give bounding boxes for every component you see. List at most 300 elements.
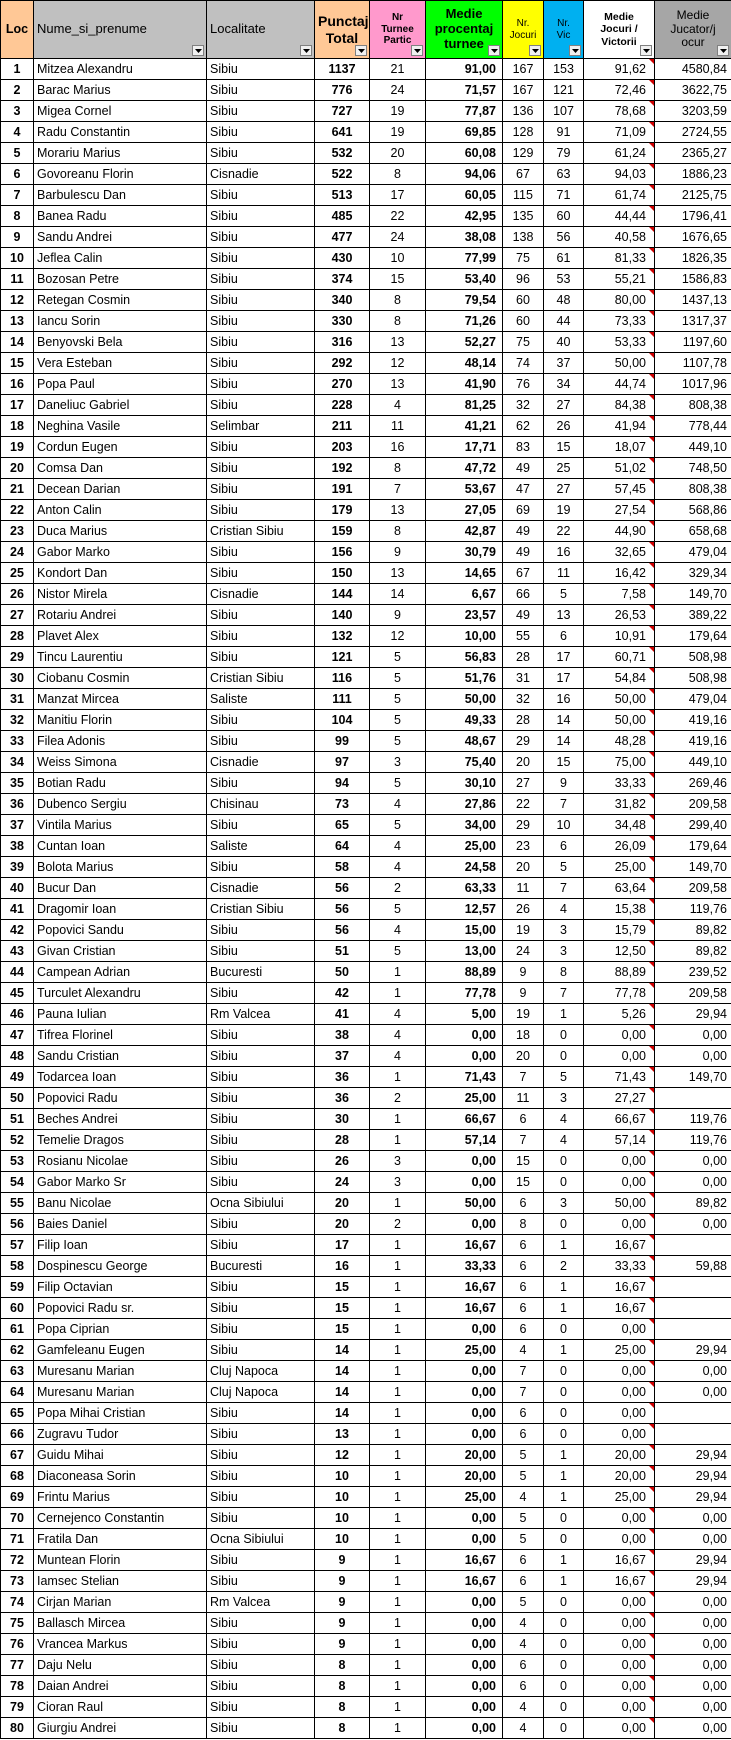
cell-nr-turnee[interactable]: 5 — [370, 689, 426, 710]
table-row[interactable] — [1, 1256, 731, 1277]
cell-nr-vic[interactable]: 1 — [544, 1571, 584, 1592]
cell-medie-victorii[interactable]: 44,44 — [584, 206, 655, 227]
cell-punctaj-total[interactable]: 56 — [315, 899, 370, 920]
cell-medie-victorii[interactable]: 91,62 — [584, 59, 655, 80]
cell-loc[interactable]: 74 — [1, 1592, 34, 1613]
cell-loc[interactable]: 2 — [1, 80, 34, 101]
cell-name[interactable]: Vrancea Markus — [34, 1634, 207, 1655]
cell-nr-jocuri[interactable]: 8 — [503, 1214, 544, 1235]
cell-name[interactable]: Mitzea Alexandru — [34, 59, 207, 80]
table-row[interactable] — [1, 437, 731, 458]
cell-medie-procentaj[interactable]: 27,05 — [426, 500, 503, 521]
cell-loc[interactable]: 21 — [1, 479, 34, 500]
cell-nr-vic[interactable]: 1 — [544, 1004, 584, 1025]
cell-medie-victorii[interactable]: 16,67 — [584, 1277, 655, 1298]
cell-nr-turnee[interactable]: 8 — [370, 311, 426, 332]
cell-nr-vic[interactable]: 53 — [544, 269, 584, 290]
cell-loc[interactable]: 36 — [1, 794, 34, 815]
cell-medie-procentaj[interactable]: 0,00 — [426, 1046, 503, 1067]
cell-nr-jocuri[interactable]: 27 — [503, 773, 544, 794]
cell-name[interactable]: Botian Radu — [34, 773, 207, 794]
table-row[interactable] — [1, 500, 731, 521]
cell-loc[interactable]: 42 — [1, 920, 34, 941]
cell-localitate[interactable]: Sibiu — [207, 185, 315, 206]
cell-punctaj-total[interactable]: 132 — [315, 626, 370, 647]
cell-name[interactable]: Rotariu Andrei — [34, 605, 207, 626]
cell-medie-victorii[interactable]: 0,00 — [584, 1025, 655, 1046]
cell-localitate[interactable]: Sibiu — [207, 1172, 315, 1193]
cell-medie-victorii[interactable]: 50,00 — [584, 1193, 655, 1214]
cell-nr-jocuri[interactable]: 26 — [503, 899, 544, 920]
cell-medie-procentaj[interactable]: 50,00 — [426, 1193, 503, 1214]
table-row[interactable] — [1, 857, 731, 878]
cell-medie-victorii[interactable]: 26,09 — [584, 836, 655, 857]
cell-nr-jocuri[interactable]: 6 — [503, 1277, 544, 1298]
cell-name[interactable]: Beches Andrei — [34, 1109, 207, 1130]
cell-nr-turnee[interactable]: 2 — [370, 1214, 426, 1235]
cell-medie-jucator[interactable]: 119,76 — [655, 1130, 731, 1151]
cell-nr-jocuri[interactable]: 6 — [503, 1298, 544, 1319]
cell-localitate[interactable]: Sibiu — [207, 1214, 315, 1235]
cell-nr-turnee[interactable]: 17 — [370, 185, 426, 206]
table-row[interactable] — [1, 80, 731, 101]
cell-nr-jocuri[interactable]: 32 — [503, 395, 544, 416]
table-row[interactable] — [1, 1172, 731, 1193]
cell-name[interactable]: Iancu Sorin — [34, 311, 207, 332]
table-row[interactable] — [1, 815, 731, 836]
cell-localitate[interactable]: Sibiu — [207, 983, 315, 1004]
cell-punctaj-total[interactable]: 485 — [315, 206, 370, 227]
cell-medie-jucator[interactable]: 479,04 — [655, 689, 731, 710]
cell-localitate[interactable]: Sibiu — [207, 1697, 315, 1718]
cell-medie-procentaj[interactable]: 0,00 — [426, 1634, 503, 1655]
cell-medie-procentaj[interactable]: 0,00 — [426, 1697, 503, 1718]
cell-localitate[interactable]: Sibiu — [207, 248, 315, 269]
cell-nr-turnee[interactable]: 1 — [370, 1298, 426, 1319]
cell-medie-victorii[interactable]: 25,00 — [584, 857, 655, 878]
cell-medie-victorii[interactable]: 33,33 — [584, 773, 655, 794]
cell-medie-victorii[interactable]: 55,21 — [584, 269, 655, 290]
cell-medie-procentaj[interactable]: 6,67 — [426, 584, 503, 605]
cell-loc[interactable]: 27 — [1, 605, 34, 626]
cell-localitate[interactable]: Cristian Sibiu — [207, 521, 315, 542]
cell-loc[interactable]: 38 — [1, 836, 34, 857]
cell-nr-jocuri[interactable]: 67 — [503, 164, 544, 185]
cell-nr-vic[interactable]: 19 — [544, 500, 584, 521]
cell-medie-jucator[interactable] — [655, 1298, 731, 1319]
cell-localitate[interactable]: Sibiu — [207, 59, 315, 80]
cell-loc[interactable]: 54 — [1, 1172, 34, 1193]
cell-punctaj-total[interactable]: 292 — [315, 353, 370, 374]
cell-name[interactable]: Govoreanu Florin — [34, 164, 207, 185]
cell-medie-procentaj[interactable]: 0,00 — [426, 1319, 503, 1340]
cell-punctaj-total[interactable]: 56 — [315, 878, 370, 899]
cell-medie-victorii[interactable]: 26,53 — [584, 605, 655, 626]
cell-nr-vic[interactable]: 44 — [544, 311, 584, 332]
cell-name[interactable]: Gamfeleanu Eugen — [34, 1340, 207, 1361]
cell-name[interactable]: Vintila Marius — [34, 815, 207, 836]
cell-medie-victorii[interactable]: 16,67 — [584, 1298, 655, 1319]
cell-loc[interactable]: 71 — [1, 1529, 34, 1550]
cell-medie-jucator[interactable]: 209,58 — [655, 878, 731, 899]
cell-punctaj-total[interactable]: 10 — [315, 1487, 370, 1508]
cell-nr-jocuri[interactable]: 24 — [503, 941, 544, 962]
cell-nr-jocuri[interactable]: 29 — [503, 731, 544, 752]
cell-medie-procentaj[interactable]: 0,00 — [426, 1382, 503, 1403]
cell-localitate[interactable]: Rm Valcea — [207, 1004, 315, 1025]
table-row[interactable] — [1, 122, 731, 143]
cell-nr-turnee[interactable]: 9 — [370, 542, 426, 563]
cell-nr-vic[interactable]: 3 — [544, 1088, 584, 1109]
table-row[interactable] — [1, 878, 731, 899]
cell-medie-victorii[interactable]: 71,43 — [584, 1067, 655, 1088]
cell-medie-victorii[interactable]: 16,42 — [584, 563, 655, 584]
cell-nr-jocuri[interactable]: 5 — [503, 1466, 544, 1487]
cell-medie-procentaj[interactable]: 0,00 — [426, 1529, 503, 1550]
cell-medie-victorii[interactable]: 44,74 — [584, 374, 655, 395]
cell-punctaj-total[interactable]: 10 — [315, 1466, 370, 1487]
cell-nr-jocuri[interactable]: 29 — [503, 815, 544, 836]
cell-name[interactable]: Migea Cornel — [34, 101, 207, 122]
cell-nr-vic[interactable]: 4 — [544, 1109, 584, 1130]
cell-loc[interactable]: 76 — [1, 1634, 34, 1655]
cell-medie-procentaj[interactable]: 71,57 — [426, 80, 503, 101]
cell-medie-procentaj[interactable]: 16,67 — [426, 1571, 503, 1592]
cell-medie-victorii[interactable]: 73,33 — [584, 311, 655, 332]
cell-nr-vic[interactable]: 1 — [544, 1298, 584, 1319]
cell-medie-jucator[interactable]: 29,94 — [655, 1487, 731, 1508]
cell-nr-vic[interactable]: 40 — [544, 332, 584, 353]
cell-nr-jocuri[interactable]: 49 — [503, 458, 544, 479]
cell-medie-procentaj[interactable]: 57,14 — [426, 1130, 503, 1151]
cell-nr-jocuri[interactable]: 83 — [503, 437, 544, 458]
cell-medie-victorii[interactable]: 5,26 — [584, 1004, 655, 1025]
cell-nr-vic[interactable]: 27 — [544, 395, 584, 416]
cell-medie-procentaj[interactable]: 0,00 — [426, 1361, 503, 1382]
cell-medie-jucator[interactable]: 0,00 — [655, 1655, 731, 1676]
cell-medie-victorii[interactable]: 41,94 — [584, 416, 655, 437]
cell-punctaj-total[interactable]: 64 — [315, 836, 370, 857]
cell-loc[interactable]: 45 — [1, 983, 34, 1004]
cell-medie-jucator[interactable] — [655, 1277, 731, 1298]
cell-nr-jocuri[interactable]: 66 — [503, 584, 544, 605]
cell-nr-jocuri[interactable]: 96 — [503, 269, 544, 290]
cell-medie-jucator[interactable] — [655, 1319, 731, 1340]
cell-punctaj-total[interactable]: 8 — [315, 1697, 370, 1718]
cell-medie-jucator[interactable]: 658,68 — [655, 521, 731, 542]
cell-name[interactable]: Todarcea Ioan — [34, 1067, 207, 1088]
cell-nr-vic[interactable]: 5 — [544, 857, 584, 878]
table-row[interactable] — [1, 1067, 731, 1088]
cell-localitate[interactable]: Sibiu — [207, 353, 315, 374]
cell-medie-victorii[interactable]: 71,09 — [584, 122, 655, 143]
cell-localitate[interactable]: Rm Valcea — [207, 1592, 315, 1613]
table-row[interactable] — [1, 1697, 731, 1718]
cell-punctaj-total[interactable]: 111 — [315, 689, 370, 710]
cell-name[interactable]: Benyovski Bela — [34, 332, 207, 353]
cell-loc[interactable]: 1 — [1, 59, 34, 80]
cell-medie-jucator[interactable]: 1107,78 — [655, 353, 731, 374]
cell-punctaj-total[interactable]: 10 — [315, 1529, 370, 1550]
cell-punctaj-total[interactable]: 94 — [315, 773, 370, 794]
cell-medie-victorii[interactable]: 0,00 — [584, 1655, 655, 1676]
cell-nr-vic[interactable]: 0 — [544, 1424, 584, 1445]
cell-medie-procentaj[interactable]: 81,25 — [426, 395, 503, 416]
cell-medie-procentaj[interactable]: 34,00 — [426, 815, 503, 836]
cell-nr-turnee[interactable]: 1 — [370, 1676, 426, 1697]
cell-medie-jucator[interactable]: 89,82 — [655, 1193, 731, 1214]
cell-medie-victorii[interactable]: 63,64 — [584, 878, 655, 899]
cell-name[interactable]: Nistor Mirela — [34, 584, 207, 605]
cell-name[interactable]: Muntean Florin — [34, 1550, 207, 1571]
cell-nr-vic[interactable]: 7 — [544, 983, 584, 1004]
cell-name[interactable]: Pauna Iulian — [34, 1004, 207, 1025]
table-row[interactable] — [1, 101, 731, 122]
cell-name[interactable]: Cuntan Ioan — [34, 836, 207, 857]
cell-punctaj-total[interactable]: 522 — [315, 164, 370, 185]
cell-loc[interactable]: 28 — [1, 626, 34, 647]
cell-nr-turnee[interactable]: 8 — [370, 164, 426, 185]
cell-nr-vic[interactable]: 0 — [544, 1529, 584, 1550]
cell-punctaj-total[interactable]: 20 — [315, 1193, 370, 1214]
cell-punctaj-total[interactable]: 9 — [315, 1571, 370, 1592]
cell-loc[interactable]: 24 — [1, 542, 34, 563]
cell-name[interactable]: Jeflea Calin — [34, 248, 207, 269]
cell-punctaj-total[interactable]: 776 — [315, 80, 370, 101]
cell-punctaj-total[interactable]: 24 — [315, 1172, 370, 1193]
cell-medie-victorii[interactable]: 25,00 — [584, 1487, 655, 1508]
cell-localitate[interactable]: Sibiu — [207, 437, 315, 458]
cell-loc[interactable]: 5 — [1, 143, 34, 164]
cell-punctaj-total[interactable]: 16 — [315, 1256, 370, 1277]
cell-nr-turnee[interactable]: 1 — [370, 1319, 426, 1340]
cell-medie-victorii[interactable]: 16,67 — [584, 1235, 655, 1256]
cell-medie-procentaj[interactable]: 25,00 — [426, 1088, 503, 1109]
cell-nr-jocuri[interactable]: 6 — [503, 1571, 544, 1592]
cell-punctaj-total[interactable]: 191 — [315, 479, 370, 500]
cell-nr-vic[interactable]: 22 — [544, 521, 584, 542]
table-row[interactable] — [1, 332, 731, 353]
cell-name[interactable]: Comsa Dan — [34, 458, 207, 479]
cell-nr-vic[interactable]: 14 — [544, 710, 584, 731]
cell-nr-turnee[interactable]: 24 — [370, 227, 426, 248]
cell-nr-jocuri[interactable]: 60 — [503, 311, 544, 332]
cell-medie-jucator[interactable]: 508,98 — [655, 668, 731, 689]
table-row[interactable] — [1, 731, 731, 752]
cell-name[interactable]: Fratila Dan — [34, 1529, 207, 1550]
cell-medie-procentaj[interactable]: 77,87 — [426, 101, 503, 122]
cell-medie-victorii[interactable]: 0,00 — [584, 1697, 655, 1718]
cell-loc[interactable]: 63 — [1, 1361, 34, 1382]
cell-localitate[interactable]: Ocna Sibiului — [207, 1193, 315, 1214]
cell-punctaj-total[interactable]: 1137 — [315, 59, 370, 80]
cell-medie-victorii[interactable]: 33,33 — [584, 1256, 655, 1277]
cell-nr-turnee[interactable]: 1 — [370, 1193, 426, 1214]
cell-nr-turnee[interactable]: 1 — [370, 1718, 426, 1739]
cell-nr-vic[interactable]: 0 — [544, 1508, 584, 1529]
table-row[interactable] — [1, 1214, 731, 1235]
cell-nr-turnee[interactable]: 1 — [370, 1529, 426, 1550]
cell-medie-victorii[interactable]: 0,00 — [584, 1319, 655, 1340]
cell-localitate[interactable]: Cluj Napoca — [207, 1382, 315, 1403]
cell-nr-jocuri[interactable]: 19 — [503, 920, 544, 941]
cell-loc[interactable]: 22 — [1, 500, 34, 521]
cell-nr-jocuri[interactable]: 11 — [503, 878, 544, 899]
cell-medie-jucator[interactable]: 3622,75 — [655, 80, 731, 101]
cell-medie-jucator[interactable]: 299,40 — [655, 815, 731, 836]
cell-nr-turnee[interactable]: 13 — [370, 563, 426, 584]
cell-localitate[interactable]: Cisnadie — [207, 164, 315, 185]
table-row[interactable] — [1, 920, 731, 941]
cell-medie-jucator[interactable]: 119,76 — [655, 899, 731, 920]
cell-loc[interactable]: 12 — [1, 290, 34, 311]
cell-medie-victorii[interactable]: 10,91 — [584, 626, 655, 647]
cell-loc[interactable]: 4 — [1, 122, 34, 143]
cell-medie-procentaj[interactable]: 63,33 — [426, 878, 503, 899]
cell-medie-procentaj[interactable]: 17,71 — [426, 437, 503, 458]
cell-medie-procentaj[interactable]: 48,14 — [426, 353, 503, 374]
cell-medie-procentaj[interactable]: 5,00 — [426, 1004, 503, 1025]
cell-punctaj-total[interactable]: 8 — [315, 1676, 370, 1697]
cell-loc[interactable]: 69 — [1, 1487, 34, 1508]
cell-medie-jucator[interactable]: 1826,35 — [655, 248, 731, 269]
cell-medie-victorii[interactable]: 80,00 — [584, 290, 655, 311]
cell-nr-vic[interactable]: 2 — [544, 1256, 584, 1277]
cell-medie-victorii[interactable]: 78,68 — [584, 101, 655, 122]
cell-punctaj-total[interactable]: 203 — [315, 437, 370, 458]
table-row[interactable] — [1, 899, 731, 920]
table-row[interactable] — [1, 1508, 731, 1529]
filter-dropdown-icon[interactable] — [488, 45, 500, 56]
cell-nr-jocuri[interactable]: 5 — [503, 1592, 544, 1613]
cell-medie-jucator[interactable]: 89,82 — [655, 941, 731, 962]
cell-name[interactable]: Bucur Dan — [34, 878, 207, 899]
cell-nr-jocuri[interactable]: 47 — [503, 479, 544, 500]
cell-medie-procentaj[interactable]: 69,85 — [426, 122, 503, 143]
cell-localitate[interactable]: Sibiu — [207, 1067, 315, 1088]
cell-name[interactable]: Zugravu Tudor — [34, 1424, 207, 1445]
cell-punctaj-total[interactable]: 12 — [315, 1445, 370, 1466]
cell-localitate[interactable]: Sibiu — [207, 1277, 315, 1298]
cell-localitate[interactable]: Sibiu — [207, 941, 315, 962]
table-row[interactable] — [1, 1550, 731, 1571]
cell-medie-jucator[interactable]: 1676,65 — [655, 227, 731, 248]
cell-nr-vic[interactable]: 60 — [544, 206, 584, 227]
cell-nr-turnee[interactable]: 1 — [370, 1655, 426, 1676]
table-row[interactable] — [1, 626, 731, 647]
cell-medie-victorii[interactable]: 54,84 — [584, 668, 655, 689]
table-row[interactable] — [1, 374, 731, 395]
cell-loc[interactable]: 16 — [1, 374, 34, 395]
cell-loc[interactable]: 73 — [1, 1571, 34, 1592]
cell-localitate[interactable]: Sibiu — [207, 626, 315, 647]
cell-medie-procentaj[interactable]: 23,57 — [426, 605, 503, 626]
cell-nr-vic[interactable]: 27 — [544, 479, 584, 500]
cell-nr-jocuri[interactable]: 28 — [503, 710, 544, 731]
cell-medie-procentaj[interactable]: 60,08 — [426, 143, 503, 164]
cell-nr-jocuri[interactable]: 49 — [503, 605, 544, 626]
cell-medie-victorii[interactable]: 57,14 — [584, 1130, 655, 1151]
table-row[interactable] — [1, 605, 731, 626]
cell-nr-vic[interactable]: 0 — [544, 1697, 584, 1718]
cell-nr-jocuri[interactable]: 15 — [503, 1172, 544, 1193]
cell-nr-turnee[interactable]: 3 — [370, 1172, 426, 1193]
cell-nr-vic[interactable]: 0 — [544, 1046, 584, 1067]
cell-localitate[interactable]: Sibiu — [207, 1634, 315, 1655]
cell-name[interactable]: Sandu Cristian — [34, 1046, 207, 1067]
cell-medie-procentaj[interactable]: 13,00 — [426, 941, 503, 962]
cell-name[interactable]: Popovici Radu — [34, 1088, 207, 1109]
cell-medie-procentaj[interactable]: 0,00 — [426, 1151, 503, 1172]
cell-medie-jucator[interactable]: 0,00 — [655, 1025, 731, 1046]
cell-localitate[interactable]: Sibiu — [207, 1424, 315, 1445]
cell-nr-turnee[interactable]: 12 — [370, 626, 426, 647]
table-row[interactable] — [1, 1634, 731, 1655]
cell-nr-jocuri[interactable]: 9 — [503, 962, 544, 983]
cell-medie-victorii[interactable]: 53,33 — [584, 332, 655, 353]
cell-medie-victorii[interactable]: 18,07 — [584, 437, 655, 458]
cell-medie-jucator[interactable]: 149,70 — [655, 857, 731, 878]
cell-loc[interactable]: 60 — [1, 1298, 34, 1319]
cell-nr-vic[interactable]: 16 — [544, 542, 584, 563]
cell-nr-turnee[interactable]: 1 — [370, 1130, 426, 1151]
cell-nr-vic[interactable]: 1 — [544, 1445, 584, 1466]
cell-nr-turnee[interactable]: 1 — [370, 1697, 426, 1718]
cell-medie-victorii[interactable]: 15,38 — [584, 899, 655, 920]
cell-localitate[interactable]: Cisnadie — [207, 878, 315, 899]
cell-nr-vic[interactable]: 1 — [544, 1466, 584, 1487]
cell-medie-jucator[interactable]: 149,70 — [655, 584, 731, 605]
cell-medie-jucator[interactable]: 29,94 — [655, 1466, 731, 1487]
cell-nr-turnee[interactable]: 1 — [370, 1613, 426, 1634]
table-row[interactable] — [1, 1676, 731, 1697]
cell-localitate[interactable]: Sibiu — [207, 1655, 315, 1676]
cell-name[interactable]: Tincu Laurentiu — [34, 647, 207, 668]
table-row[interactable] — [1, 1298, 731, 1319]
cell-nr-vic[interactable]: 107 — [544, 101, 584, 122]
cell-localitate[interactable]: Sibiu — [207, 1130, 315, 1151]
cell-nr-vic[interactable]: 15 — [544, 752, 584, 773]
cell-medie-victorii[interactable]: 81,33 — [584, 248, 655, 269]
cell-medie-jucator[interactable] — [655, 1088, 731, 1109]
cell-localitate[interactable]: Sibiu — [207, 1340, 315, 1361]
cell-medie-jucator[interactable]: 29,94 — [655, 1004, 731, 1025]
cell-medie-procentaj[interactable]: 75,40 — [426, 752, 503, 773]
cell-medie-procentaj[interactable]: 0,00 — [426, 1403, 503, 1424]
cell-loc[interactable]: 43 — [1, 941, 34, 962]
cell-medie-procentaj[interactable]: 16,67 — [426, 1298, 503, 1319]
cell-medie-victorii[interactable]: 57,45 — [584, 479, 655, 500]
cell-nr-jocuri[interactable]: 55 — [503, 626, 544, 647]
cell-punctaj-total[interactable]: 15 — [315, 1319, 370, 1340]
cell-localitate[interactable]: Sibiu — [207, 80, 315, 101]
cell-name[interactable]: Tifrea Florinel — [34, 1025, 207, 1046]
cell-medie-victorii[interactable]: 16,67 — [584, 1571, 655, 1592]
cell-medie-procentaj[interactable]: 0,00 — [426, 1718, 503, 1739]
cell-punctaj-total[interactable]: 36 — [315, 1067, 370, 1088]
cell-nr-turnee[interactable]: 1 — [370, 1466, 426, 1487]
cell-nr-vic[interactable]: 7 — [544, 794, 584, 815]
cell-medie-procentaj[interactable]: 10,00 — [426, 626, 503, 647]
cell-medie-victorii[interactable]: 66,67 — [584, 1109, 655, 1130]
cell-localitate[interactable]: Sibiu — [207, 1403, 315, 1424]
cell-nr-vic[interactable]: 34 — [544, 374, 584, 395]
cell-medie-jucator[interactable]: 3203,59 — [655, 101, 731, 122]
cell-punctaj-total[interactable]: 41 — [315, 1004, 370, 1025]
cell-medie-victorii[interactable]: 0,00 — [584, 1382, 655, 1403]
cell-punctaj-total[interactable]: 13 — [315, 1424, 370, 1445]
cell-medie-victorii[interactable]: 0,00 — [584, 1529, 655, 1550]
